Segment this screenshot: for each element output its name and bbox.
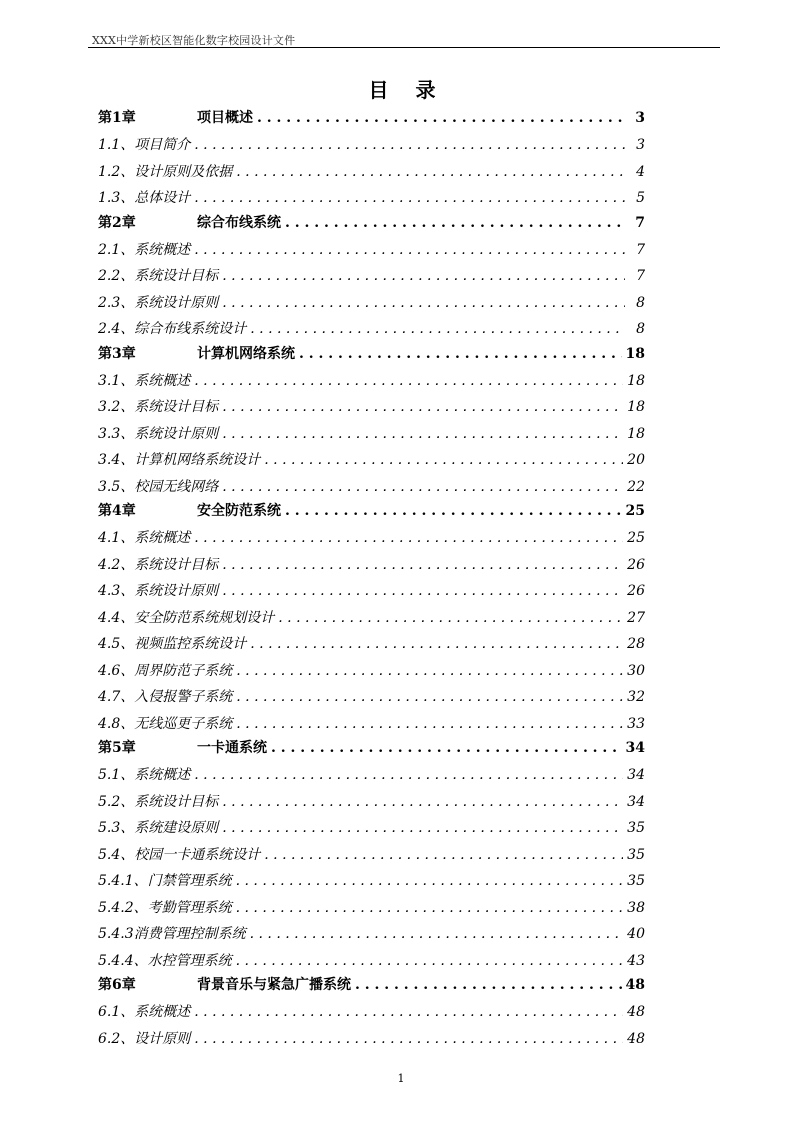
toc-dot-leader	[222, 789, 623, 816]
toc-dot-leader	[222, 552, 623, 579]
toc-dot-leader	[222, 421, 623, 448]
toc-page-number: 48	[627, 1004, 645, 1020]
table-of-contents	[98, 107, 645, 1052]
toc-section-entry[interactable]	[98, 842, 645, 869]
toc-page-number: 18	[627, 372, 645, 389]
toc-chapter-number: 第3章	[98, 345, 136, 362]
toc-entry-title: 5.4.1、门禁管理系统	[98, 873, 232, 889]
toc-dot-leader	[194, 525, 623, 552]
toc-page-number: 40	[627, 926, 645, 942]
toc-dot-leader	[236, 658, 623, 685]
toc-dot-leader	[194, 999, 623, 1026]
running-header: XXX中学新校区智能化数字校园设计文件	[92, 34, 296, 47]
toc-entry-title: 3.5、校园无线网络	[98, 478, 219, 495]
toc-section-entry[interactable]	[98, 921, 645, 948]
toc-section-entry[interactable]	[98, 631, 645, 658]
page-number: 1	[397, 1072, 405, 1085]
toc-entry-title: 5.1、系统概述	[98, 767, 191, 783]
toc-chapter-number: 第1章	[98, 110, 136, 126]
toc-page-number: 4	[636, 163, 645, 180]
toc-section-entry[interactable]	[98, 421, 645, 448]
toc-dot-leader	[285, 500, 622, 522]
toc-entry-title: 4.3、系统设计原则	[98, 583, 219, 599]
toc-entry-title: 6.1、系统概述	[98, 1004, 191, 1020]
toc-chapter-number: 第5章	[98, 740, 136, 756]
toc-entry-title: 2.1、系统概述	[98, 241, 191, 258]
toc-section-entry[interactable]	[98, 474, 645, 501]
toc-section-entry[interactable]	[98, 789, 645, 816]
toc-dot-leader	[222, 290, 625, 317]
toc-dot-leader	[257, 107, 625, 129]
toc-page-number: 48	[625, 977, 645, 993]
toc-entry-title: 2.2、系统设计目标	[98, 268, 219, 284]
toc-entry-title: 4.7、入侵报警子系统	[98, 689, 233, 705]
toc-dot-leader	[236, 868, 624, 895]
toc-entry-title: 安全防范系统	[197, 503, 281, 519]
toc-section-entry[interactable]	[98, 552, 645, 579]
toc-page-number: 26	[627, 583, 645, 599]
toc-page-number: 3	[635, 110, 645, 126]
toc-entry-title: 1.1、项目简介	[98, 137, 191, 153]
toc-section-entry[interactable]	[98, 605, 645, 632]
toc-entry-title: 3.2、系统设计目标	[98, 399, 219, 415]
toc-page-number: 30	[627, 662, 645, 679]
toc-entry-title: 4.5、视频监控系统设计	[98, 636, 247, 652]
toc-dot-leader	[236, 711, 623, 738]
toc-dot-leader	[271, 737, 622, 759]
toc-entry-title: 4.2、系统设计目标	[98, 556, 219, 573]
toc-section-entry[interactable]	[98, 447, 645, 474]
toc-page-number: 35	[627, 820, 645, 836]
toc-page-number: 33	[627, 715, 645, 732]
toc-page-number: 18	[627, 425, 645, 442]
toc-title: 目 录	[368, 78, 446, 102]
toc-dot-leader	[222, 815, 623, 842]
toc-section-entry[interactable]	[98, 159, 645, 186]
toc-page-number: 18	[625, 345, 645, 362]
toc-section-entry[interactable]	[98, 684, 645, 711]
toc-dot-leader	[194, 762, 623, 789]
toc-dot-leader	[355, 974, 622, 996]
toc-entry-title: 1.2、设计原则及依据	[98, 163, 233, 180]
toc-entry-title: 6.2、设计原则	[98, 1030, 191, 1047]
toc-dot-leader	[250, 316, 625, 343]
toc-entry-title: 5.4、校园一卡通系统设计	[98, 846, 261, 863]
toc-dot-leader	[194, 368, 623, 395]
toc-chapter-number: 第4章	[98, 503, 136, 519]
toc-chapter-entry[interactable]	[98, 737, 645, 759]
toc-dot-leader	[222, 474, 623, 501]
toc-section-entry[interactable]	[98, 263, 645, 290]
toc-entry-title: 2.4、综合布线系统设计	[98, 321, 247, 337]
toc-page-number: 8	[636, 321, 645, 337]
toc-page-number: 34	[627, 793, 645, 810]
toc-section-entry[interactable]	[98, 1026, 645, 1053]
toc-page-number: 7	[635, 214, 645, 231]
toc-dot-leader	[222, 578, 623, 605]
toc-page-number: 35	[627, 873, 645, 889]
toc-dot-leader	[250, 921, 624, 948]
toc-chapter-entry[interactable]	[98, 500, 645, 522]
toc-section-entry[interactable]	[98, 132, 645, 159]
toc-page-number: 8	[636, 294, 645, 311]
toc-section-entry[interactable]	[98, 290, 645, 317]
toc-section-entry[interactable]	[98, 316, 645, 343]
toc-entry-title: 3.4、计算机网络系统设计	[98, 452, 261, 468]
toc-chapter-entry[interactable]	[98, 107, 645, 129]
toc-section-entry[interactable]	[98, 815, 645, 842]
toc-entry-title: 4.1、系统概述	[98, 530, 191, 546]
toc-page-number: 27	[627, 609, 645, 626]
toc-page-number: 35	[627, 846, 645, 863]
toc-dot-leader	[236, 895, 624, 922]
toc-section-entry[interactable]	[98, 999, 645, 1026]
toc-entry-title: 5.2、系统设计目标	[98, 793, 219, 810]
toc-page-number: 22	[627, 478, 645, 495]
toc-entry-title: 4.8、无线巡更子系统	[98, 715, 233, 732]
toc-page-number: 34	[627, 767, 645, 783]
toc-dot-leader	[194, 237, 625, 264]
toc-entry-title: 5.3、系统建设原则	[98, 820, 219, 836]
toc-page-number: 38	[627, 899, 645, 916]
toc-chapter-entry[interactable]	[98, 974, 645, 996]
toc-chapter-number: 第6章	[98, 977, 136, 993]
toc-entry-title: 综合布线系统	[197, 214, 281, 231]
toc-dot-leader	[285, 212, 625, 234]
toc-entry-title: 3.1、系统概述	[98, 372, 191, 389]
toc-page-number: 48	[627, 1030, 645, 1047]
toc-page-number: 34	[625, 740, 645, 756]
toc-entry-title: 1.3、总体设计	[98, 190, 191, 206]
toc-chapter-entry[interactable]	[98, 212, 645, 234]
toc-page-number: 28	[627, 636, 645, 652]
toc-entry-title: 5.4.2、考勤管理系统	[98, 899, 232, 916]
toc-dot-leader	[299, 343, 622, 365]
toc-entry-title: 项目概述	[197, 110, 253, 126]
toc-page-number: 20	[627, 452, 645, 468]
toc-page-number: 25	[627, 530, 645, 546]
toc-entry-title: 3.3、系统设计原则	[98, 425, 219, 442]
toc-section-entry[interactable]	[98, 237, 645, 264]
toc-section-entry[interactable]	[98, 895, 645, 922]
toc-entry-title: 4.6、周界防范子系统	[98, 662, 233, 679]
toc-section-entry[interactable]	[98, 711, 645, 738]
toc-dot-leader	[264, 842, 623, 869]
toc-page-number: 7	[636, 241, 645, 258]
toc-entry-title: 背景音乐与紧急广播系统	[197, 977, 351, 993]
toc-dot-leader	[236, 684, 623, 711]
toc-section-entry[interactable]	[98, 185, 645, 212]
toc-entry-title: 2.3、系统设计原则	[98, 294, 219, 311]
toc-chapter-number: 第2章	[98, 214, 136, 231]
toc-section-entry[interactable]	[98, 394, 645, 421]
header-rule	[88, 47, 720, 48]
toc-entry-title: 4.4、安全防范系统规划设计	[98, 609, 275, 626]
toc-page-number: 43	[627, 952, 645, 969]
toc-section-entry[interactable]	[98, 658, 645, 685]
toc-entry-title: 5.4.4、水控管理系统	[98, 952, 232, 969]
toc-page-number: 18	[627, 399, 645, 415]
toc-dot-leader	[194, 132, 625, 159]
toc-section-entry[interactable]	[98, 578, 645, 605]
toc-page-number: 3	[636, 137, 645, 153]
toc-dot-leader	[194, 185, 625, 212]
toc-entry-title: 5.4.3消费管理控制系统	[98, 926, 246, 942]
toc-section-entry[interactable]	[98, 868, 645, 895]
toc-section-entry[interactable]	[98, 525, 645, 552]
toc-page-number: 25	[625, 503, 645, 519]
toc-section-entry[interactable]	[98, 762, 645, 789]
toc-page-number: 26	[627, 556, 645, 573]
toc-page-number: 5	[636, 190, 645, 206]
toc-dot-leader	[250, 631, 623, 658]
toc-section-entry[interactable]	[98, 368, 645, 395]
toc-dot-leader	[236, 159, 625, 186]
toc-section-entry[interactable]	[98, 948, 645, 975]
toc-dot-leader	[194, 1026, 623, 1053]
toc-page-number: 7	[636, 268, 645, 284]
toc-entry-title: 一卡通系统	[197, 740, 267, 756]
toc-page-number: 32	[627, 689, 645, 705]
toc-dot-leader	[222, 263, 625, 290]
toc-dot-leader	[222, 394, 623, 421]
toc-dot-leader	[278, 605, 623, 632]
toc-chapter-entry[interactable]	[98, 343, 645, 365]
toc-dot-leader	[264, 447, 623, 474]
toc-dot-leader	[236, 948, 624, 975]
toc-entry-title: 计算机网络系统	[197, 345, 295, 362]
